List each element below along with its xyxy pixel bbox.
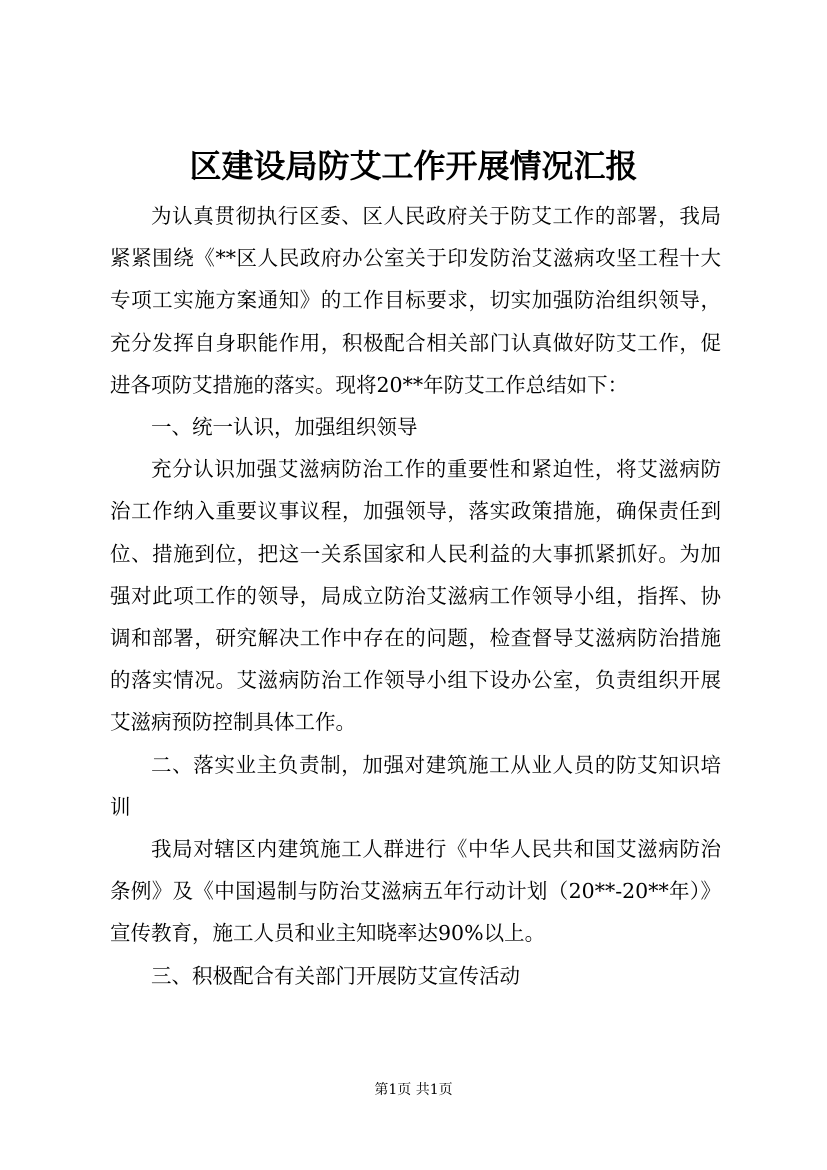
section-heading-1: 一、统一认识，加强组织领导: [151, 415, 418, 440]
document-title: 区建设局防艾工作开展情况汇报: [189, 147, 638, 185]
section-2-paragraph: 我局对辖区内建筑施工人群进行《中华人民共和国艾滋病防治条例》及《中国遏制与防治艾滋病五年行动计划（20**-20**年）》宣传教育，施工人员和业主知晓率达90%以上。: [110, 837, 721, 946]
document-body: [110, 195, 721, 997]
section-1-paragraph: 充分认识加强艾滋病防治工作的重要性和紧迫性，将艾滋病防治工作纳入重要议事议程，加强领导，落实政策措施，确保责任到位、措施到位，把这一关系国家和人民利益的大事抓紧抓好。为加强对此项工作的领导，局成立防治艾滋病工作领导小组，指挥、协调和部署，研究解决工作中存在的问题，检查督导艾滋病防治措施的落实情况。艾滋病防治工作领导小组下设办公室，负责组织开展艾滋病预防控制具体工作。: [110, 457, 721, 735]
intro-paragraph: 为认真贯彻执行区委、区人民政府关于防艾工作的部署，我局紧紧围绕《**区人民政府办公室关于印发防治艾滋病攻坚工程十大专项工实施方案通知》的工作目标要求，切实加强防治组织领导，充分发挥自身职能作用，积极配合相关部门认真做好防艾工作，促进各项防艾措施的落实。现将20**年防艾工作总结如下：: [110, 204, 721, 397]
page-footer: 第1页 共1页: [374, 1082, 453, 1098]
section-heading-2: 二、落实业主负责制，加强对建筑施工从业人员的防艾知识培训: [110, 752, 721, 819]
section-heading-3: 三、积极配合有关部门开展防艾宣传活动: [151, 963, 520, 988]
